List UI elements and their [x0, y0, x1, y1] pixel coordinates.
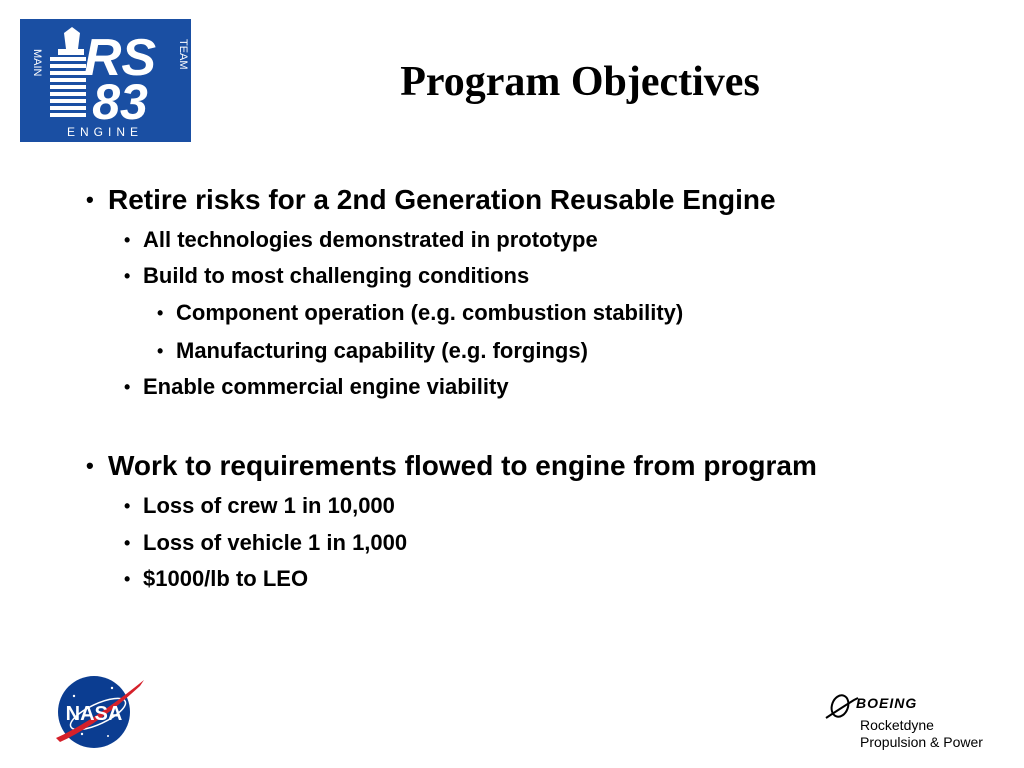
nasa-text: NASA [65, 703, 123, 725]
bullet-text: Enable commercial engine viability [143, 374, 509, 399]
bullet-dot: • [124, 230, 131, 250]
bullet-text: All technologies demonstrated in prototype [143, 227, 598, 252]
bullet-dot: • [86, 187, 94, 212]
boeing-line2: Propulsion & Power [860, 734, 983, 750]
boeing-line1: Rocketdyne [860, 717, 934, 733]
logo-engine-text: ENGINE [66, 125, 144, 139]
bullet-level2 [124, 529, 408, 557]
rs83-logo [20, 19, 191, 142]
bullet-level1 [86, 449, 817, 483]
slide-title: Program Objectives [400, 59, 760, 105]
bullet-text: Loss of vehicle 1 in 1,000 [143, 530, 408, 555]
logo-83-text: 83 [92, 74, 148, 130]
bullet-level1 [86, 183, 776, 217]
logo-rs-text: RS [83, 29, 157, 87]
boeing-wordmark: BOEING [856, 695, 918, 711]
bullet-level2 [124, 373, 509, 401]
bullet-dot: • [124, 533, 131, 553]
bullet-text: Component operation (e.g. combustion stability) [176, 300, 684, 325]
nasa-logo [52, 672, 148, 752]
boeing-division [860, 717, 983, 751]
bullet-level3 [157, 299, 684, 327]
bullet-text: Manufacturing capability (e.g. forgings) [176, 338, 588, 363]
bullet-dot: • [124, 496, 131, 516]
bullet-level2 [124, 565, 309, 593]
bullet-level2 [124, 492, 395, 520]
bullet-dot: • [124, 569, 131, 589]
bullet-text: Retire risks for a 2nd Generation Reusable Engine [108, 184, 776, 215]
bullet-dot: • [124, 377, 131, 397]
logo-main-text: MAIN [31, 49, 43, 77]
bullet-dot: • [124, 266, 131, 286]
bullet-level3 [157, 337, 588, 365]
bullet-text: $1000/lb to LEO [143, 566, 309, 591]
bullet-dot: • [157, 341, 164, 361]
bullet-dot: • [86, 453, 94, 478]
bullet-dot: • [157, 303, 164, 323]
bullet-text: Work to requirements flowed to engine from program [108, 450, 817, 481]
logo-team-text: TEAM [177, 39, 189, 70]
bullet-level2 [124, 226, 598, 254]
bullet-text: Build to most challenging conditions [143, 263, 530, 288]
bullet-text: Loss of crew 1 in 10,000 [143, 493, 395, 518]
bullet-level2 [124, 262, 530, 290]
